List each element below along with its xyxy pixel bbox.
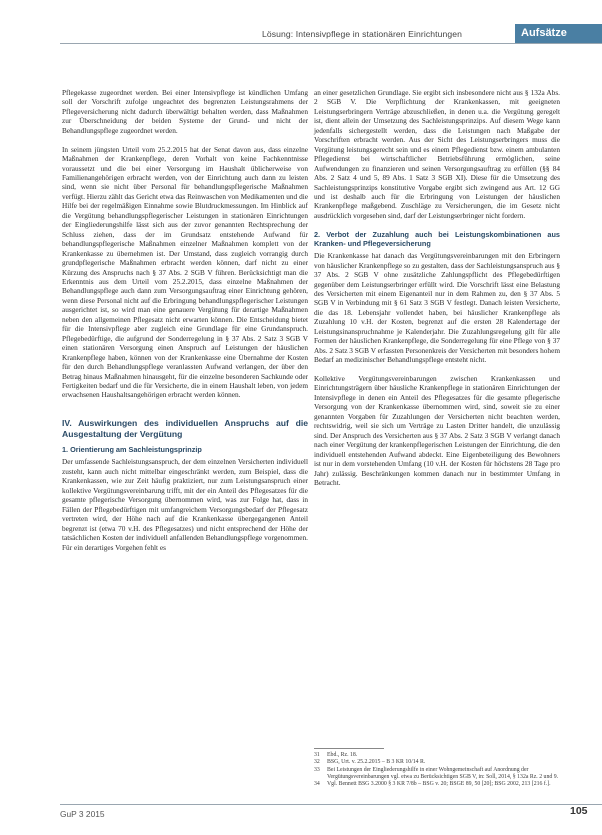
footnotes [314,752,560,788]
section-heading: IV. Auswirkungen des individuellen Anspruchs auf die Ausgestaltung der Vergütung [62,418,308,439]
footnote-rule [314,748,384,749]
footnote: 33 Bei Leistungen der Eingliederungshilfe in einer Wohngemeinschaft auf Anordnung der Vergütungsvereinbarungen vgl. etwa zu Berücksichtigen SGB V, in: Soll, 2014, § 132a Rz. 2 und 9. [314,766,559,780]
header-rule [60,43,602,44]
paragraph: an einer gesetzlichen Grundlage. Sie ergibt sich insbesondere nicht aus § 132a Abs. 2 SGB V. Die Verpflichtung der Krankenkassen, mit geeigneten Leistungserbringern Verträge abzuschließen, in denen u.a. die Vergütung geregelt ist, dient allein der Umsetzung des Sachleistungsprinzips. Auf diesem Wege kann jedenfalls sichergestellt werden, dass die Leistungen nach Maßgabe der Vorschriften erbracht werden. Aus der Sicht des Leistungserbringers muss die Vergütung leistungsgerecht sein und es einem Pflegedienst bzw. einem ambulanten Pflegedienst bei wirtschaftlicher Betriebsführung ermöglichen, seine Aufwendungen zu finanzieren und seinen Versorgungsauftrag zu erfüllen (§§ 84 Abs. 2 Satz 4 und 5, 89 Abs. 1 Satz 3 SGB XI). Diese für die Umsetzung des Sachleistungsprinzips konstitutive Vorgabe ergibt sich zwingend aus Art. 12 GG und ist deshalb auch für die Erbringung von Leistungen der häuslichen Krankenpflege maßgebend. Zuschläge zu Versicherungen, die im Gesetz nicht ausdrücklich vorgesehen sind, darf der Leistungserbringer nicht fordern. [314,88,560,220]
spacer [62,409,308,418]
subsection-heading: 2. Verbot der Zuzahlung auch bei Leistungskombinationen aus Kranken- und Pflegeversicherung [314,229,560,248]
subsection-heading: 1. Orientierung am Sachleistungsprinzip [62,445,202,455]
paragraph: Der umfassende Sachleistungsanspruch, der dem einzelnen Versicherten individuell zusteht, kann auch nicht mittelbar eingeschränkt werden, zum Beispiel, dass die Krankenkassen, wie zur Zeit häufig praktiziert, nur zum Leistungsanspruch einer kollektive Vergütungsvereinbarung trifft, mit der ein Anteil des Pflegesatzes für die gesamte pflegerische Versorgung übernommen wird, was zur Folge hat, dass in Fällen der Pflegebedürftigen mit umfangreichem Versorgungsbedarf der Pflegesatz vertreten wird, der Höhe nach auf die Krankenkasse übergegangenen Anteil begrenzt ist (etwa 70 v.H. des Pflegesatzes) und nicht entsprechend der Höhe der tatsächlichen Kosten der individuell anfallenden Behandlungspflege vorgenommen. Für ein derartiges Vorgehen fehlt es [62,457,308,552]
paragraph: Die Krankenkasse hat danach das Vergütungsvereinbarungen mit den Erbringern von häuslicher Krankenpflege so zu gestalten, dass der Sachleistungsanspruch aus § 37 Abs. 2 SGB V ohne zusätzliche Zahlungspflicht des Pflegebedürftigen gegenüber dem Leistungserbringer erfüllt wird. Die Vorschrift lässt eine Belastung des Versicherten mit einem Eigenanteil nur in dem Rahmen zu, den § 37 Abs. 5 SGB V in Verbindung mit § 61 Satz 3 SGB V festlegt. Danach leisten Versicherte, die das 18. Lebensjahr vollendet haben, bei häuslicher Krankenpflege als Zuzahlung 10 v.H. der Kosten, begrenzt auf die ersten 28 Kalendertage der Leistungsinanspruchnahme je Kalenderjahr. Die Zuzahlungsregelung gilt für alle Formen der häuslichen Krankenpflege, die Sonderregelung für eine Pflege von § 37 Abs. 2 Satz 3 SGB V erfassten Personenkreis der Versicherten mit besonders hohem Bedarf an medizinischer Behandlungspflege entsteht nicht. [314,251,560,365]
paragraph: Kollektive Vergütungsvereinbarungen zwischen Krankenkassen und Einrichtungsträgern über häusliche Krankenpflege in stationären Einrichtungen der Intensivpflege in denen ein Anteil des Pflegesatzes für die gesamte pflegerische Versorgung von der Krankenkasse übernommen wird, sind, soweit sie zu einer genannten Vorgaben für Zuzahlungen der Versicherten nicht beachten werden, rechtswidrig, weil sie sich um Verträge zu Lasten Dritter handelt, die unzulässig sind. Der Anspruch des Versicherten aus § 37 Abs. 2 Satz 3 SGB V verlangt danach nach einer Vergütung der krankenpflegerischen Leistungen der Einrichtung, die den individuell entstehenden Aufwand abdeckt. Eine Eigenbeteiligung des Bewohners ist nur in dem vorstehenden Umfang (10 v.H. der Kosten für höchstens 28 Tage pro Jahr) zulässig. Beschränkungen kommen danach nur in bestimmter Umfang in Betracht. [314,373,560,487]
running-title: Lösung: Intensivpflege in stationären Einrichtungen [262,29,463,39]
right-column [314,88,560,497]
left-column [62,88,308,561]
paragraph: In seinem jüngsten Urteil vom 25.2.2015 hat der Senat davon aus, dass einzelne Maßnahmen der Krankenpflege, deren Vorhalt von keine Fachkenntnisse voraussetzt und die bei einer Versorgung im Haushalt üblicherweise von Familienangehörigen erbracht werden, von der Einrichtung auch dann zu leisten sind, wenn sie nicht über Personal für behandlungspflegerische Maßnahmen verfügt. Hierzu zählt das Gericht etwa das Reinwaschen von Medikamenten und die Hilfe bei der regelmäßigen Einnahme sowie Blutdruckmessungen. Im Hinblick auf die Vergütung behandlungspflegerischer Leistungen in stationären Einrichtungen der Eingliederungshilfe lässt sich aus der zuvor genannten Rechtsprechung der Schluss ziehen, dass der im Grundsatz entstehende Aufwand für behandlungspflegerische Maßnahmen einzelner Maßnahmen komplett von der Krankenkasse zu übernehmen ist. Der Umstand, dass zugleich vorrangig durch grundpflegerische Maßnahmen erbracht werden können, darf nicht zu einer Kürzung des Anspruchs nach § 37 Abs. 2 SGB V führen. Berücksichtigt man die Erkenntnis aus dem Urteil vom 25.2.2015, dass einzelne Maßnahmen der Behandlungspflege auch dann zum Versorgungsauftrag einer Einrichtung gehören, wenn diese Personal nicht auf die Erbringung behandlungspflegerischer Leistungen ausgerichtet ist, so wird man eine genauere Vergütung für derartige Maßnahmen neben den allgemeinen Pflegesatz nicht erwarten können. Die Entscheidung bietet für die Intensivpflege aber zugleich eine Grundlage für eine Grundanspruch. Pflegebedürftige, die aufgrund der Sonderregelung in § 37 Abs. 2 Satz 3 SGB V einen stationären Versorgung einen Anspruch auf Leistungen der häuslichen Krankenpflege haben, können von der Krankenkasse eine Übernahme der Kosten für den durch Behandlungspflege veranlassten Aufwand verlangen, der über den Betrag hinaus Maßnahmen hinausgeht, für die einzelne besonderen Sachkunde oder Fertigkeiten bedarf und die für Versicherte, die in einem Haushalt leben, von jedem erwachsenen Haushaltsangehörigen erbracht werden können. [62,144,308,400]
footer-rule [60,804,602,805]
footnote: 31 Ebd., Rz. 18. [314,752,358,758]
footnote: 34 Vgl. Bennett BSG 3.2000 § 3 KR 7/8b – BSG v. 20; BSGE 89, 50 [20]; BSG 2002, 213 [216 f.]. [314,781,551,788]
section-badge: Aufsätze [515,24,602,44]
journal-name: GuP 3 2015 [60,809,105,819]
paragraph: Pflegekasse zugeordnet werden. Bei einer Intensivpflege ist kündlichen Umfang soll der Vorschrift zufolge ungeachtet des begrenzten Leistungsrahmens der Pflegeversicherung nicht dadurch überwältigt behalten werden, dass Maßnahmen zur Überschneidung der beiden Systeme der Grund- und nicht der Behandlungspflege zugeordnet werden. [62,88,308,135]
page-number: 105 [570,805,588,817]
footnote: 32 BSG, Urt. v. 25.2.2015 – B 3 KR 10/14 R. [314,759,426,766]
